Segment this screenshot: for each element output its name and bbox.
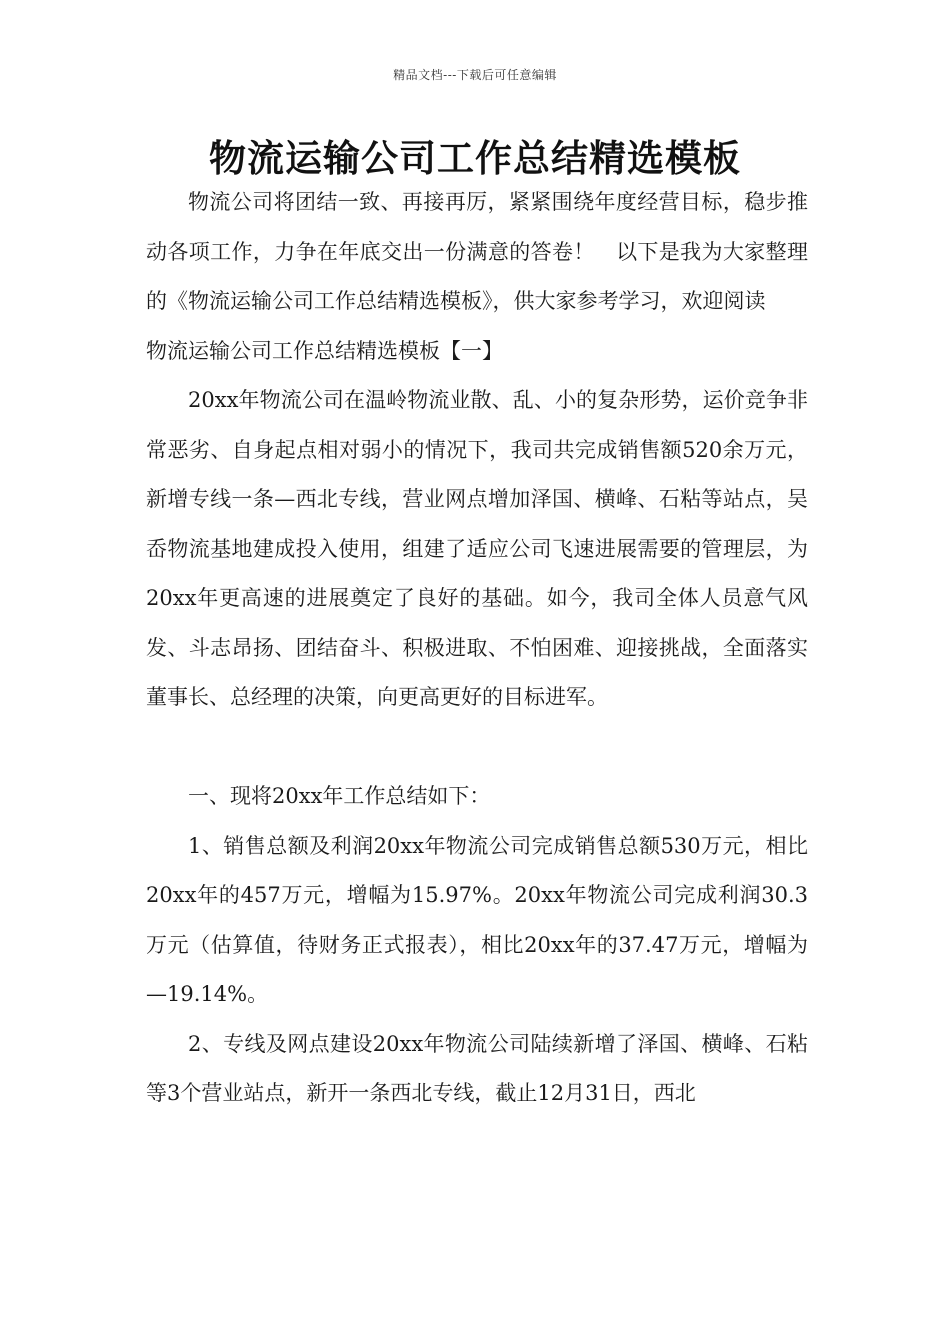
body-paragraph: 20xx年物流公司在温岭物流业散、乱、小的复杂形势，运价竞争非常恶劣、自身起点相对弱小的情况下，我司共完成销售额520余万元，新增专线一条—西北专线，营业网点增加泽国、横峰、石粘等站点，吴岙物流基地建成投入使用，组建了适应公司飞速进展需要的管理层，为20xx年更高速的进展奠定了良好的基础。如今，我司全体人员意气风发、斗志昂扬、团结奋斗、积极进取、不怕困难、迎接挑战，全面落实董事长、总经理的决策，向更高更好的目标进军。 (146, 388, 808, 709)
section-heading: 物流运输公司工作总结精选模板【一】 (146, 338, 503, 363)
page-title: 物流运输公司工作总结精选模板 (209, 137, 741, 180)
document-body (146, 178, 808, 1119)
blank-line (146, 723, 808, 773)
summary-item-1: 1、销售总额及利润20xx年物流公司完成销售总额530万元，相比20xx年的457万元，增幅为15.97%。20xx年物流公司完成利润30.3万元（估算值，待财务正式报表），相比20xx年的37.47万元，增幅为—19.14%。 (146, 833, 808, 1006)
intro-paragraph: 物流公司将团结一致、再接再厉，紧紧围绕年度经营目标，稳步推动各项工作，力争在年底交出一份满意的答卷！ 以下是我为大家整理的《物流运输公司工作总结精选模板》，供大家参考学习，欢迎阅读 (146, 190, 808, 313)
summary-intro: 一、现将20xx年工作总结如下： (188, 784, 491, 808)
summary-item-2: 2、专线及网点建设20xx年物流公司陆续新增了泽国、横峰、石粘等3个营业站点，新开一条西北专线，截止12月31日，西北 (146, 1031, 808, 1105)
page-header: 精品文档---下载后可任意编辑 (393, 68, 557, 82)
